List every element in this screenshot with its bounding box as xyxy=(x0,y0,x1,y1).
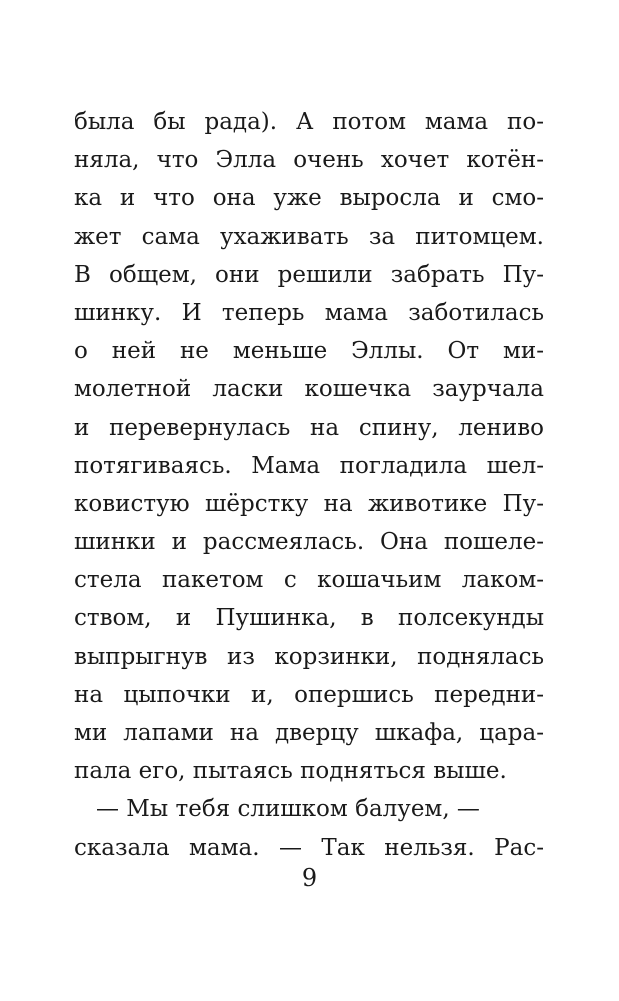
dialogue-line: сказала мама. — Так нельзя. Рас- xyxy=(74,834,544,861)
text-line: молетной ласки кошечка заурчала xyxy=(74,376,544,403)
body-text xyxy=(74,103,544,867)
dialogue-line: — Мы тебя слишком балуем, — xyxy=(96,796,480,823)
text-line: шинку. И теперь мама заботилась xyxy=(74,299,544,326)
text-line: няла, что Элла очень хочет котён- xyxy=(74,147,544,174)
text-line: стела пакетом с кошачьим лаком- xyxy=(74,567,544,594)
text-line: о ней не меньше Эллы. От ми- xyxy=(74,338,544,365)
text-line: потягиваясь. Мама погладила шел- xyxy=(74,452,544,479)
text-line: ка и что она уже выросла и смо- xyxy=(74,185,544,212)
text-line: жет сама ухаживать за питомцем. xyxy=(74,223,544,250)
text-line: В общем, они решили забрать Пу- xyxy=(74,261,544,288)
text-line: ством, и Пушинка, в полсекунды xyxy=(74,605,544,632)
page-number: 9 xyxy=(301,864,318,892)
text-line: ковистую шёрстку на животике Пу- xyxy=(74,490,544,517)
text-line: пала его, пытаясь подняться выше. xyxy=(74,758,507,785)
text-line: выпрыгнув из корзинки, поднялась xyxy=(74,643,544,670)
text-line: была бы рада). А потом мама по- xyxy=(74,109,544,135)
text-line: и перевернулась на спину, лениво xyxy=(74,414,544,441)
text-line: ми лапами на дверцу шкафа, цара- xyxy=(74,720,544,746)
text-line: шинки и рассмеялась. Она пошеле- xyxy=(74,529,544,556)
text-line: на цыпочки и, опершись передни- xyxy=(74,681,544,708)
